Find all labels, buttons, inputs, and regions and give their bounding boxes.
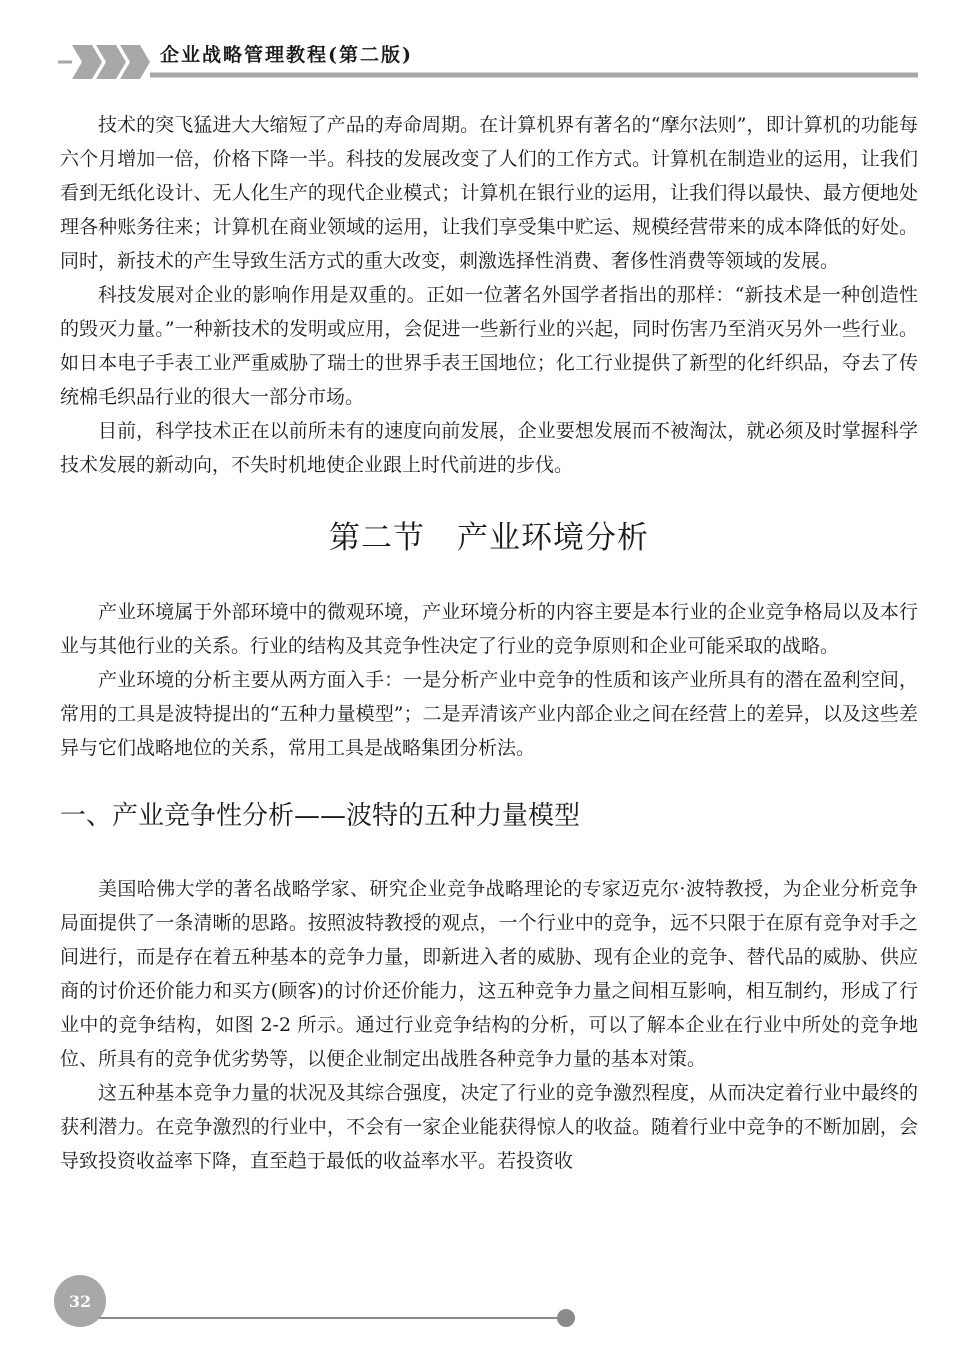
page-body <box>60 108 918 1178</box>
page-number-badge <box>54 1275 106 1327</box>
section-title: 第二节 产业环境分析 <box>329 520 649 556</box>
header-chevron-decoration <box>0 0 975 110</box>
footer-line-decoration <box>0 1270 975 1359</box>
paragraph: 科技发展对企业的影响作用是双重的。正如一位著名外国学者指出的那样：“新技术是一种创造性的毁灭力量。”一种新技术的发明或应用，会促进一些新行业的兴起，同时伤害乃至消灭另外一些行业。如日本电子手表工业严重威胁了瑞士的世界手表王国地位；化工行业提供了新型的化纤织品，夺去了传统棉毛织品行业的很大一部分市场。 <box>60 284 918 408</box>
paragraph: 这五种基本竞争力量的状况及其综合强度，决定了行业的竞争激烈程度，从而决定着行业中最终的获利潜力。在竞争激烈的行业中，不会有一家企业能获得惊人的收益。随着行业中竞争的不断加剧，会导致投资收益率下降，直至趋于最低的收益率水平。若投资收 <box>60 1082 918 1172</box>
paragraph: 技术的突飞猛进大大缩短了产品的寿命周期。在计算机界有著名的“摩尔法则”，即计算机的功能每六个月增加一倍，价格下降一半。科技的发展改变了人们的工作方式。计算机在制造业的运用，让我们看到无纸化设计、无人化生产的现代企业模式；计算机在银行业的运用，让我们得以最快、最方便地处理各种账务往来；计算机在商业领域的运用，让我们享受集中贮运、规模经营带来的成本降低的好处。同时，新技术的产生导致生活方式的重大改变，刺激选择性消费、奢侈性消费等领域的发展。 <box>60 114 918 272</box>
paragraph: 产业环境的分析主要从两方面入手：一是分析产业中竞争的性质和该产业所具有的潜在盈利空间，常用的工具是波特提出的“五种力量模型”；二是弄清该产业内部企业之间在经营上的差异，以及这些差异与它们战略地位的关系，常用工具是战略集团分析法。 <box>60 669 918 759</box>
page-header <box>0 0 975 110</box>
paragraph: 美国哈佛大学的著名战略学家、研究企业竞争战略理论的专家迈克尔·波特教授，为企业分析竞争局面提供了一条清晰的思路。按照波特教授的观点，一个行业中的竞争，远不只限于在原有竞争对手之间进行，而是存在着五种基本的竞争力量，即新进入者的威胁、现有企业的竞争、替代品的威胁、供应商的讨价还价能力和买方(顾客)的讨价还价能力，这五种竞争力量之间相互影响，相互制约，形成了行业中的竞争结构，如图 2-2 所示。通过行业竞争结构的分析，可以了解本企业在行业中所处的竞争地位、所具有的竞争优劣势等，以便企业制定出战胜各种竞争力量的基本对策。 <box>60 878 918 1070</box>
page-number: 32 <box>68 1291 92 1311</box>
paragraph: 产业环境属于外部环境中的微观环境，产业环境分析的内容主要是本行业的企业竞争格局以及本行业与其他行业的关系。行业的结构及其竞争性决定了行业的竞争原则和企业可能采取的战略。 <box>60 601 918 657</box>
book-title: 企业战略管理教程(第二版) <box>160 44 413 66</box>
subsection-title: 一、产业竞争性分析——波特的五种力量模型 <box>60 801 581 831</box>
paragraph: 目前，科学技术正在以前所未有的速度向前发展，企业要想发展而不被淘汰，就必须及时掌握科学技术发展的新动向，不失时机地使企业跟上时代前进的步伐。 <box>60 420 918 476</box>
page-footer <box>0 1270 975 1359</box>
